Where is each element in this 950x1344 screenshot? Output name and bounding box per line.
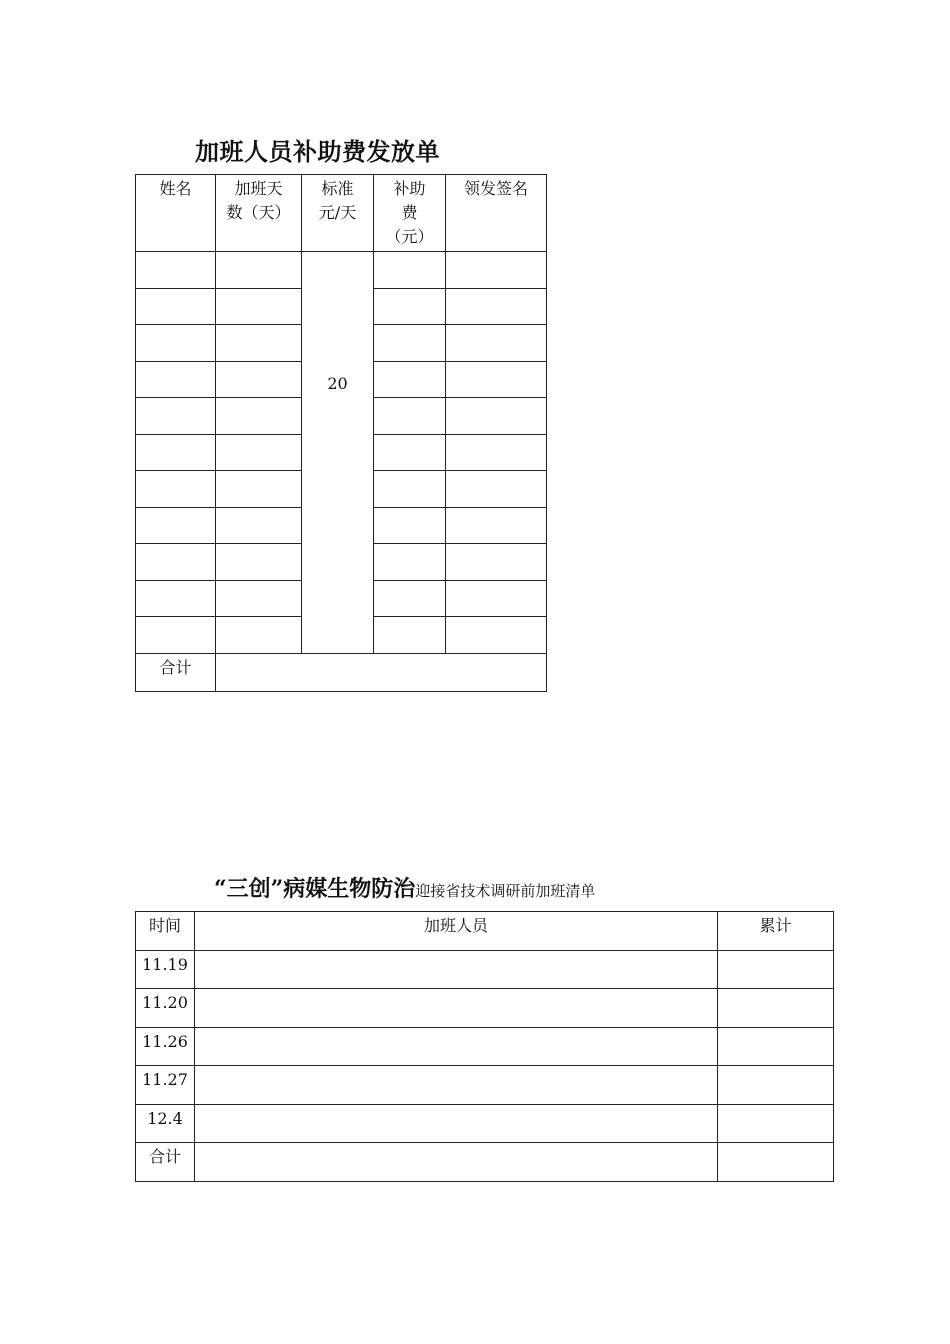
signature-cell[interactable] bbox=[446, 580, 547, 617]
total-label: 合计 bbox=[136, 1143, 195, 1182]
subsidy-cell[interactable] bbox=[374, 288, 446, 325]
overtime-list-table bbox=[135, 911, 834, 1182]
days-cell[interactable] bbox=[216, 325, 302, 362]
signature-cell[interactable] bbox=[446, 434, 547, 471]
name-cell[interactable] bbox=[136, 288, 216, 325]
total-row bbox=[136, 653, 547, 691]
signature-cell[interactable] bbox=[446, 471, 547, 508]
name-cell[interactable] bbox=[136, 252, 216, 289]
subsidy-cell[interactable] bbox=[374, 544, 446, 581]
staff-cell[interactable] bbox=[195, 989, 718, 1028]
name-cell[interactable] bbox=[136, 507, 216, 544]
days-cell[interactable] bbox=[216, 434, 302, 471]
header-time: 时间 bbox=[136, 912, 195, 951]
signature-cell[interactable] bbox=[446, 288, 547, 325]
name-cell[interactable] bbox=[136, 471, 216, 508]
total-row bbox=[136, 1143, 834, 1182]
staff-cell[interactable] bbox=[195, 1027, 718, 1066]
name-cell[interactable] bbox=[136, 544, 216, 581]
cumulative-cell[interactable] bbox=[718, 1066, 834, 1105]
date-cell: 11.27 bbox=[136, 1066, 195, 1105]
date-cell: 11.26 bbox=[136, 1027, 195, 1066]
days-cell[interactable] bbox=[216, 288, 302, 325]
days-cell[interactable] bbox=[216, 580, 302, 617]
form2-title-sub: 迎接省技术调研前加班清单 bbox=[415, 882, 596, 900]
days-cell[interactable] bbox=[216, 398, 302, 435]
total-value-cell[interactable] bbox=[216, 653, 547, 691]
cumulative-cell[interactable] bbox=[718, 1027, 834, 1066]
header-name: 姓名 bbox=[136, 175, 216, 252]
subsidy-cell[interactable] bbox=[374, 398, 446, 435]
staff-cell[interactable] bbox=[195, 1104, 718, 1143]
date-cell: 11.20 bbox=[136, 989, 195, 1028]
days-cell[interactable] bbox=[216, 544, 302, 581]
header-standard: 标准 元/天 bbox=[302, 175, 374, 252]
signature-cell[interactable] bbox=[446, 507, 547, 544]
subsidy-cell[interactable] bbox=[374, 434, 446, 471]
header-days: 加班天 数（天） bbox=[216, 175, 302, 252]
header-staff: 加班人员 bbox=[195, 912, 718, 951]
subsidy-cell[interactable] bbox=[374, 361, 446, 398]
header-cumulative: 累计 bbox=[718, 912, 834, 951]
days-cell[interactable] bbox=[216, 617, 302, 654]
table-row bbox=[136, 252, 547, 289]
signature-cell[interactable] bbox=[446, 398, 547, 435]
total-label: 合计 bbox=[136, 653, 216, 691]
subsidy-cell[interactable] bbox=[374, 252, 446, 289]
subsidy-cell[interactable] bbox=[374, 471, 446, 508]
form2-title-main: “三创”病媒生物防治 bbox=[214, 876, 416, 902]
signature-cell[interactable] bbox=[446, 325, 547, 362]
staff-total-cell[interactable] bbox=[195, 1143, 718, 1182]
header-signature: 领发签名 bbox=[446, 175, 547, 252]
cumulative-total-cell[interactable] bbox=[718, 1143, 834, 1182]
overtime-header-row bbox=[136, 912, 834, 951]
cumulative-cell[interactable] bbox=[718, 989, 834, 1028]
cumulative-cell[interactable] bbox=[718, 1104, 834, 1143]
name-cell[interactable] bbox=[136, 398, 216, 435]
subsidy-cell[interactable] bbox=[374, 507, 446, 544]
date-cell: 11.19 bbox=[136, 950, 195, 989]
date-cell: 12.4 bbox=[136, 1104, 195, 1143]
header-subsidy: 补助 费 （元） bbox=[374, 175, 446, 252]
name-cell[interactable] bbox=[136, 325, 216, 362]
days-cell[interactable] bbox=[216, 361, 302, 398]
table-row bbox=[136, 1066, 834, 1105]
form2-title bbox=[214, 872, 595, 903]
table-row bbox=[136, 950, 834, 989]
name-cell[interactable] bbox=[136, 434, 216, 471]
table-row bbox=[136, 1104, 834, 1143]
days-cell[interactable] bbox=[216, 507, 302, 544]
subsidy-cell[interactable] bbox=[374, 325, 446, 362]
days-cell[interactable] bbox=[216, 252, 302, 289]
days-cell[interactable] bbox=[216, 471, 302, 508]
name-cell[interactable] bbox=[136, 617, 216, 654]
name-cell[interactable] bbox=[136, 580, 216, 617]
signature-cell[interactable] bbox=[446, 252, 547, 289]
signature-cell[interactable] bbox=[446, 617, 547, 654]
table-row bbox=[136, 989, 834, 1028]
standard-rate-cell: 20 bbox=[302, 252, 374, 654]
signature-cell[interactable] bbox=[446, 361, 547, 398]
staff-cell[interactable] bbox=[195, 950, 718, 989]
subsidy-cell[interactable] bbox=[374, 617, 446, 654]
allowance-header-row bbox=[136, 175, 547, 252]
staff-cell[interactable] bbox=[195, 1066, 718, 1105]
cumulative-cell[interactable] bbox=[718, 950, 834, 989]
signature-cell[interactable] bbox=[446, 544, 547, 581]
form1-title: 加班人员补助费发放单 bbox=[195, 137, 440, 166]
table-row bbox=[136, 1027, 834, 1066]
name-cell[interactable] bbox=[136, 361, 216, 398]
subsidy-cell[interactable] bbox=[374, 580, 446, 617]
allowance-table bbox=[135, 174, 547, 692]
